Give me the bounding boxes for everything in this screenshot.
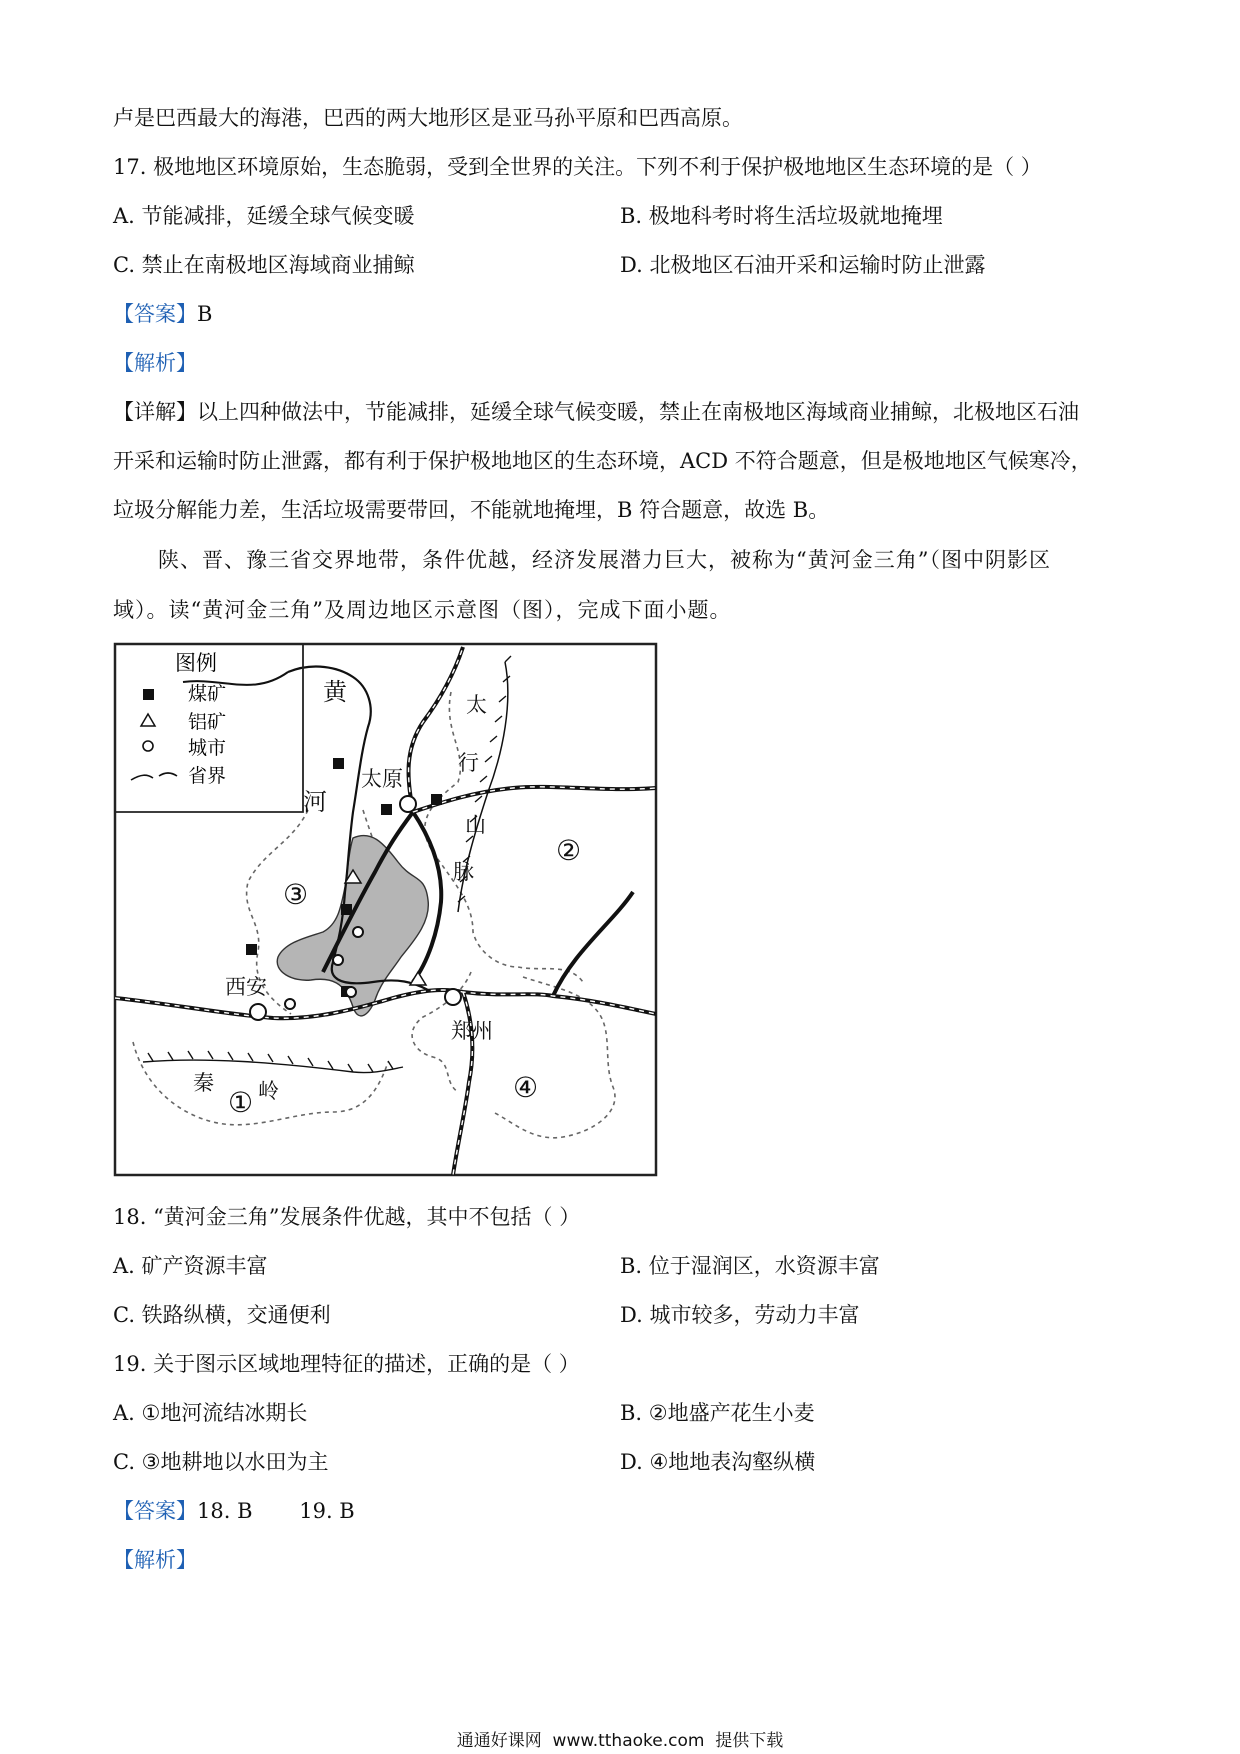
q17-detail-line-2: 开采和运输时防止泄露，都有利于保护极地地区的生态环境，ACD 不符合题意，但是极地地区气候寒冷，	[113, 449, 1092, 473]
region-4-label: ④	[513, 1071, 539, 1104]
coal-mine-icon	[341, 904, 352, 915]
q17-detail-line-1	[113, 397, 1079, 427]
q17-answer	[113, 299, 212, 329]
q19-option-a: A. ①地河流结冰期长	[113, 1401, 308, 1425]
legend-city: 城市	[188, 737, 227, 759]
city-xian	[250, 1004, 266, 1020]
detail-tag: 【详解】	[113, 400, 197, 424]
q18-option-d: D. 城市较多，劳动力丰富	[620, 1303, 860, 1327]
label-mai: 脉	[453, 860, 474, 884]
q18-option-a: A. 矿产资源丰富	[113, 1254, 268, 1278]
coal-mine-icon	[381, 804, 392, 815]
coal-mine-icon	[333, 758, 344, 769]
answer-value: B	[197, 302, 213, 326]
yellow-river-golden-triangle-map	[113, 642, 658, 1177]
page-footer: 通通好课网 www.tthaoke.com 提供下载	[456, 1731, 784, 1751]
prev-answer-line: 卢是巴西最大的海港，巴西的两大地形区是亚马孙平原和巴西高原。	[113, 106, 743, 130]
label-zhengzhou: 郑州	[451, 1019, 493, 1043]
q17-option-a: A. 节能减排，延缓全球气候变暖	[113, 204, 415, 228]
q18-19-answer	[113, 1496, 355, 1526]
region-1-label: ①	[228, 1086, 254, 1119]
label-hang: 行	[458, 751, 479, 775]
intro-line-1: 陕、晋、豫三省交界地带，条件优越，经济发展潜力巨大，被称为“黄河金三角”（图中阴影区	[158, 548, 1051, 572]
label-ling: 岭	[258, 1079, 279, 1103]
coal-mine-icon	[431, 794, 442, 805]
q17-option-b: B. 极地科考时将生活垃圾就地掩埋	[620, 204, 943, 228]
legend-province: 省界	[188, 765, 227, 787]
q18-19-analysis-tag: 【解析】	[113, 1548, 197, 1572]
label-shan: 山	[465, 813, 486, 837]
answer-values: 18. B 19. B	[197, 1499, 355, 1523]
label-taiyuan: 太原	[361, 767, 403, 791]
q17-option-c: C. 禁止在南极地区海域商业捕鲸	[113, 253, 415, 277]
q18-stem: 18. “黄河金三角”发展条件优越，其中不包括（ ）	[113, 1205, 581, 1229]
city-zhengzhou	[445, 989, 461, 1005]
detail-text: 以上四种做法中，节能减排，延缓全球气候变暖，禁止在南极地区海域商业捕鲸，北极地区石油	[197, 400, 1079, 424]
q19-option-d: D. ④地地表沟壑纵横	[620, 1450, 816, 1474]
answer-tag: 【答案】	[113, 302, 197, 326]
label-tai: 太	[466, 693, 487, 717]
label-he: 河	[303, 788, 327, 816]
city-taiyuan	[400, 796, 416, 812]
coal-mine-icon	[246, 944, 257, 955]
legend-aluminium: 铝矿	[188, 711, 227, 733]
region-2-label: ②	[556, 834, 582, 867]
legend-coal: 煤矿	[188, 683, 227, 705]
label-qin: 秦	[193, 1071, 214, 1095]
intro-line-2: 域）。读“黄河金三角”及周边地区示意图（图），完成下面小题。	[113, 598, 732, 622]
q17-option-d: D. 北极地区石油开采和运输时防止泄露	[620, 253, 986, 277]
q18-option-c: C. 铁路纵横，交通便利	[113, 1303, 331, 1327]
label-xian: 西安	[225, 975, 267, 999]
q19-stem: 19. 关于图示区域地理特征的描述，正确的是（ ）	[113, 1352, 580, 1376]
label-huang: 黄	[323, 678, 347, 706]
q19-option-c: C. ③地耕地以水田为主	[113, 1450, 329, 1474]
q17-detail-line-3: 垃圾分解能力差，生活垃圾需要带回，不能就地掩埋，B 符合题意，故选 B。	[113, 498, 830, 522]
q17-stem: 17. 极地地区环境原始，生态脆弱，受到全世界的关注。下列不利于保护极地地区生态环境的是（ ）	[113, 155, 1042, 179]
legend-title: 图例	[175, 651, 217, 675]
region-3-label: ③	[283, 878, 309, 911]
q17-analysis-tag: 【解析】	[113, 351, 197, 375]
q19-option-b: B. ②地盛产花生小麦	[620, 1401, 815, 1425]
coal-mine-icon	[143, 689, 154, 700]
q18-option-b: B. 位于湿润区，水资源丰富	[620, 1254, 880, 1278]
answer-tag: 【答案】	[113, 1499, 197, 1523]
